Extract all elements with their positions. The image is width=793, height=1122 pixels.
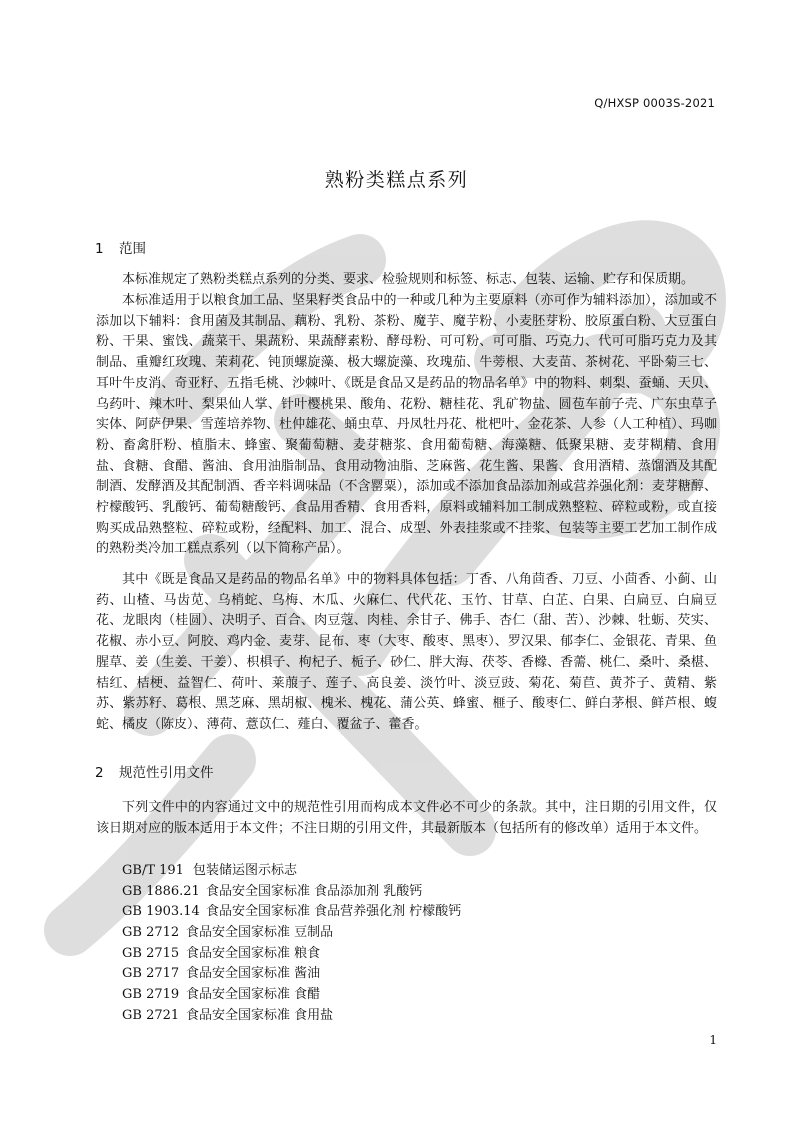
reference-code: GB 1886.21	[122, 883, 200, 899]
page-number: 1	[709, 1033, 717, 1047]
references-intro-paragraph: 下列文件中的内容通过文中的规范性引用而构成本文件必不可少的条款。其中，注日期的引用文件，仅该日期对应的版本适用于本文件；不注日期的引用文件，其最新版本（包括所有的修改单）适用于本文件。	[96, 800, 717, 836]
reference-name: 食品安全国家标准 食醋	[186, 987, 321, 1003]
reference-code: GB 2721	[122, 1007, 180, 1023]
document-code: Q/HXSP 0003S-2021	[594, 96, 715, 110]
reference-name: 食品安全国家标准 食品添加剂 乳酸钙	[206, 883, 423, 899]
reference-code: GB 2715	[122, 945, 180, 961]
reference-list	[122, 861, 461, 1027]
reference-item	[122, 964, 461, 985]
section-heading-normative-references	[95, 761, 214, 781]
section-number: 2	[95, 765, 104, 781]
document-title: 熟粉类糕点系列	[324, 169, 469, 191]
reference-item	[122, 861, 461, 882]
section-number: 1	[95, 241, 104, 257]
reference-item	[122, 882, 461, 903]
reference-item	[122, 923, 461, 944]
reference-name: 包装储运图示标志	[193, 863, 298, 878]
reference-item	[122, 985, 461, 1006]
reference-name: 食品安全国家标准 豆制品	[186, 925, 334, 941]
reference-code: GB 2712	[122, 925, 180, 941]
section-title: 范围	[119, 241, 146, 257]
reference-code: GB 1903.14	[122, 904, 200, 920]
reference-name: 食品安全国家标准 粮食	[186, 945, 321, 961]
reference-code: GB/T 191	[122, 863, 184, 878]
reference-item	[122, 902, 461, 923]
scope-paragraph-3: 其中《既是食品又是药品的物品名单》中的物料具体包括：丁香、八角茴香、刀豆、小茴香、小蓟、山药、山楂、马齿苋、乌梢蛇、乌梅、木瓜、火麻仁、代代花、玉竹、甘草、白芷、白果、白扁豆、白扁豆花、龙眼肉（桂圆）、决明子、百合、肉豆蔻、肉桂、余甘子、佛手、杏仁（甜、苦）、沙棘、牡蛎、芡实、花椒、赤小豆、阿胶、鸡内金、麦芽、昆布、枣（大枣、酸枣、黑枣）、罗汉果、郁李仁、金银花、青果、鱼腥草、姜（生姜、干姜）、枳椇子、枸杞子、栀子、砂仁、胖大海、茯苓、香橼、香薷、桃仁、桑叶、桑椹、桔红、桔梗、益智仁、荷叶、莱菔子、莲子、高良姜、淡竹叶、淡豆豉、菊花、菊苣、黄芥子、黄精、紫苏、紫苏籽、葛根、黑芝麻、黑胡椒、槐米、槐花、蒲公英、蜂蜜、榧子、酸枣仁、鲜白茅根、鲜芦根、蝮蛇、橘皮（陈皮）、薄荷、薏苡仁、薤白、覆盆子、藿香。	[96, 572, 717, 732]
reference-item	[122, 944, 461, 965]
reference-code: GB 2717	[122, 966, 180, 982]
scope-paragraph-1: 本标准规定了熟粉类糕点系列的分类、要求、检验规则和标签、标志、包装、运输、贮存和保质期。	[122, 272, 695, 287]
reference-name: 食品安全国家标准 食品营养强化剂 柠檬酸钙	[206, 904, 462, 920]
reference-name: 食品安全国家标准 酱油	[186, 966, 321, 982]
section-title: 规范性引用文件	[119, 765, 214, 781]
reference-code: GB 2719	[122, 987, 180, 1003]
reference-name: 食品安全国家标准 食用盐	[186, 1007, 334, 1023]
scope-paragraph-2: 本标准适用于以粮食加工品、坚果籽类食品中的一种或几种为主要原料（亦可作为辅料添加），添加或不添加以下辅料：食用菌及其制品、藕粉、乳粉、茶粉、魔芋、魔芋粉、小麦胚芽粉、胶原蛋白粉、大豆蛋白粉、干果、蜜饯、蔬菜干、果蔬粉、果蔬酵素粉、酵母粉、可可粉、可可脂、巧克力、代可可脂巧克力及其制品、重瓣红玫瑰、茉莉花、钝顶螺旋藻、极大螺旋藻、玫瑰茄、牛蒡根、大麦苗、茶树花、平卧菊三七、耳叶牛皮消、奇亚籽、五指毛桃、沙棘叶、《既是食品又是药品的物品名单》中的物料、刺梨、蚕蛹、天贝、乌药叶、辣木叶、梨果仙人掌、针叶樱桃果、酸角、花粉、糖桂花、乳矿物盐、圆苞车前子壳、广东虫草子实体、阿萨伊果、雪莲培养物、杜仲雄花、蛹虫草、丹凤牡丹花、枇杷叶、金花茶、人参（人工种植）、玛咖粉、畜禽肝粉、植脂末、蜂蜜、聚葡萄糖、麦芽糖浆、食用葡萄糖、海藻糖、低聚果糖、麦芽糊精、食用盐、食糖、食醋、酱油、食用油脂制品、食用动物油脂、芝麻酱、花生酱、果酱、食用酒精、蒸馏酒及其配制酒、发酵酒及其配制酒、香辛料调味品（不含罂粟），添加或不添加食品添加剂或营养强化剂：麦芽糖醇、柠檬酸钙、乳酸钙、葡萄糖酸钙、食品用香精、食用香料，原料或辅料加工制成熟整粒、碎粒或粉，或直接购买成品熟整粒、碎粒或粉，经配料、加工、混合、成型、外表挂浆或不挂浆、包装等主要工艺加工制作成的熟粉类冷加工糕点系列（以下简称产品）。	[96, 293, 717, 557]
reference-item	[122, 1006, 461, 1027]
section-heading-scope	[95, 237, 146, 257]
